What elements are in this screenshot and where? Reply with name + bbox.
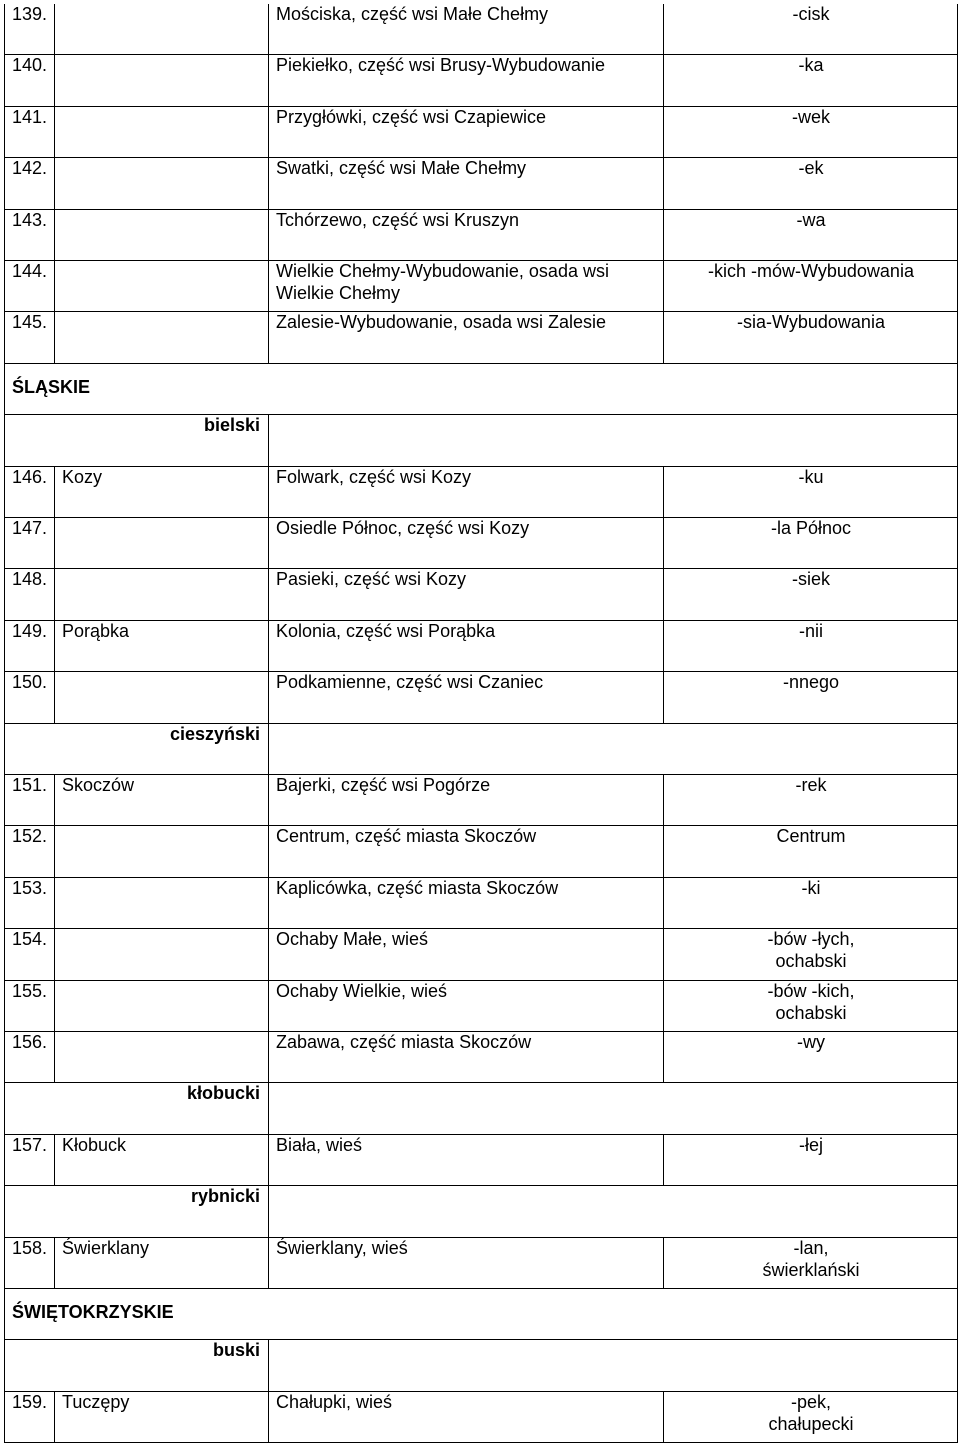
voivodeship-row bbox=[4, 1289, 958, 1340]
genitive-suffix: -siek bbox=[791, 569, 830, 590]
district-row bbox=[4, 1083, 958, 1134]
place-name: Biała, wieś bbox=[276, 1134, 363, 1155]
table-rule-vertical bbox=[4, 4, 5, 55]
table-rule-vertical bbox=[4, 826, 5, 877]
genitive-suffix: -nnego bbox=[782, 672, 840, 693]
table-rule-vertical bbox=[268, 107, 269, 158]
table-rule-vertical bbox=[268, 467, 269, 518]
table-rule-vertical bbox=[268, 775, 269, 826]
table-row bbox=[4, 672, 958, 723]
genitive-suffix: -bów -łych, bbox=[767, 929, 855, 950]
district-heading: kłobucki bbox=[186, 1083, 260, 1104]
district-row bbox=[4, 415, 958, 466]
table-rule-vertical bbox=[4, 775, 5, 826]
entry-number: 148. bbox=[12, 569, 48, 590]
table-rule-vertical bbox=[268, 672, 269, 723]
table-row bbox=[4, 1238, 958, 1289]
table-rule-vertical bbox=[54, 312, 55, 363]
genitive-suffix: -wa bbox=[796, 209, 826, 230]
place-name: Tchórzewo, część wsi Kruszyn bbox=[276, 209, 520, 230]
entry-number: 155. bbox=[12, 980, 48, 1001]
table-row bbox=[4, 107, 958, 158]
district-heading: bielski bbox=[203, 415, 260, 436]
entry-number: 157. bbox=[12, 1134, 48, 1155]
table-rule-vertical bbox=[4, 312, 5, 363]
place-name: Wielkie Chełmy-Wybudowanie, osada wsi bbox=[276, 261, 609, 281]
table-rule-vertical bbox=[268, 569, 269, 620]
table-rule-vertical bbox=[54, 775, 55, 826]
genitive-suffix: -sia-Wybudowania bbox=[737, 312, 885, 333]
table-row bbox=[4, 518, 958, 569]
table-rule-vertical bbox=[4, 1340, 5, 1391]
table-rule-vertical bbox=[268, 621, 269, 672]
table-row bbox=[4, 467, 958, 518]
table-row bbox=[4, 981, 958, 1032]
entry-number: 159. bbox=[12, 1391, 48, 1412]
table-rule-vertical bbox=[268, 210, 269, 261]
table-rule-vertical bbox=[54, 55, 55, 106]
place-name: Centrum, część miasta Skoczów bbox=[276, 826, 537, 847]
genitive-suffix: -wek bbox=[791, 106, 830, 127]
place-name: Kolonia, część wsi Porąbka bbox=[276, 620, 496, 641]
place-name-continued: Wielkie Chełmy bbox=[276, 283, 401, 303]
table-rule-vertical bbox=[268, 1135, 269, 1186]
table-rule-vertical bbox=[54, 518, 55, 569]
place-name: Podkamienne, część wsi Czaniec bbox=[276, 672, 544, 693]
entry-number: 143. bbox=[12, 209, 48, 230]
entry-number: 145. bbox=[12, 312, 48, 333]
table-rule-vertical bbox=[4, 1083, 5, 1134]
table-rule-vertical bbox=[54, 621, 55, 672]
district-heading: cieszyński bbox=[169, 723, 260, 744]
place-name: Chałupki, wieś bbox=[276, 1391, 393, 1412]
genitive-suffix: -pek, bbox=[790, 1391, 832, 1412]
table-rule-vertical bbox=[4, 55, 5, 106]
table-rule-vertical bbox=[54, 4, 55, 55]
genitive-suffix: Centrum bbox=[776, 826, 846, 847]
district-row bbox=[4, 1186, 958, 1237]
gmina-name: Skoczów bbox=[62, 775, 135, 795]
table-rule-vertical bbox=[268, 1340, 269, 1391]
table-rule-vertical bbox=[54, 569, 55, 620]
place-name: Swatki, część wsi Małe Chełmy bbox=[276, 158, 527, 179]
table-rule-vertical bbox=[4, 158, 5, 209]
entry-number: 139. bbox=[12, 4, 48, 24]
district-heading: buski bbox=[212, 1340, 260, 1361]
entry-number: 149. bbox=[12, 620, 48, 641]
table-rule-vertical bbox=[4, 364, 5, 415]
table-rule-vertical bbox=[54, 1238, 55, 1289]
genitive-suffix: -wy bbox=[797, 1032, 825, 1052]
table-rule-vertical bbox=[268, 826, 269, 877]
voivodeship-row bbox=[4, 364, 958, 415]
table-row bbox=[4, 1392, 958, 1443]
table-rule-vertical bbox=[268, 415, 269, 466]
entry-number: 142. bbox=[12, 158, 48, 179]
entry-number: 147. bbox=[12, 518, 48, 538]
table-rule-vertical bbox=[268, 1392, 269, 1443]
table-row bbox=[4, 1032, 958, 1083]
table-rule-vertical bbox=[4, 1186, 5, 1237]
table-rule-vertical bbox=[54, 261, 55, 312]
table-rule-vertical bbox=[4, 1032, 5, 1083]
table-rule-vertical bbox=[54, 1392, 55, 1443]
table-rule-vertical bbox=[4, 518, 5, 569]
table-rule-vertical bbox=[268, 55, 269, 106]
table-rule-vertical bbox=[957, 1289, 958, 1340]
table-rule-vertical bbox=[4, 210, 5, 261]
genitive-suffix: -la Północ bbox=[770, 518, 852, 538]
place-name: Mościska, część wsi Małe Chełmy bbox=[276, 4, 549, 24]
table-rule-vertical bbox=[268, 929, 269, 980]
table-row bbox=[4, 878, 958, 929]
table-rule-vertical bbox=[4, 1238, 5, 1289]
table-row bbox=[4, 775, 958, 826]
table-rule-vertical bbox=[268, 261, 269, 312]
table-rule-vertical bbox=[54, 467, 55, 518]
table-rule-vertical bbox=[268, 724, 269, 775]
table-rule-vertical bbox=[4, 621, 5, 672]
table-row bbox=[4, 261, 958, 312]
table-rule-horizontal bbox=[4, 1442, 958, 1443]
table-rule-vertical bbox=[54, 158, 55, 209]
table-rule-vertical bbox=[54, 1032, 55, 1083]
place-name: Świerklany, wieś bbox=[276, 1237, 408, 1258]
place-name: Bajerki, część wsi Pogórze bbox=[276, 775, 491, 795]
genitive-suffix: -ka bbox=[798, 55, 824, 76]
table-rule-vertical bbox=[4, 929, 5, 980]
table-rule-vertical bbox=[54, 878, 55, 929]
place-name: Osiedle Północ, część wsi Kozy bbox=[276, 518, 530, 538]
voivodeship-heading: ŚWIĘTOKRZYSKIE bbox=[12, 1302, 174, 1322]
table-rule-vertical bbox=[957, 724, 958, 775]
table-rule-vertical bbox=[268, 4, 269, 55]
entry-number: 151. bbox=[12, 775, 48, 795]
entry-number: 158. bbox=[12, 1237, 48, 1258]
table-rule-vertical bbox=[4, 1289, 5, 1340]
table-row bbox=[4, 158, 958, 209]
genitive-suffix: -ek bbox=[798, 158, 824, 179]
adjective-form: świerklański bbox=[762, 1259, 860, 1280]
table-rule-vertical bbox=[4, 1392, 5, 1443]
entry-number: 152. bbox=[12, 826, 48, 847]
genitive-suffix: -łej bbox=[798, 1134, 823, 1155]
adjective-form: ochabski bbox=[775, 951, 847, 972]
genitive-suffix: -ku bbox=[798, 466, 824, 487]
gmina-name: Kłobuck bbox=[62, 1134, 127, 1155]
table-rule-vertical bbox=[268, 518, 269, 569]
name-register-table bbox=[4, 4, 958, 1446]
district-row bbox=[4, 724, 958, 775]
genitive-suffix: -rek bbox=[795, 775, 827, 795]
entry-number: 141. bbox=[12, 106, 48, 127]
table-row bbox=[4, 929, 958, 980]
gmina-name: Kozy bbox=[62, 466, 103, 487]
table-rule-vertical bbox=[54, 1135, 55, 1186]
district-row bbox=[4, 1340, 958, 1391]
table-rule-vertical bbox=[4, 261, 5, 312]
place-name: Przygłówki, część wsi Czapiewice bbox=[276, 106, 547, 127]
table-rule-vertical bbox=[54, 210, 55, 261]
table-rule-vertical bbox=[268, 1083, 269, 1134]
gmina-name: Tuczępy bbox=[62, 1391, 130, 1412]
place-name: Zalesie-Wybudowanie, osada wsi Zalesie bbox=[276, 312, 606, 333]
adjective-form: chałupecki bbox=[768, 1413, 854, 1434]
table-rule-vertical bbox=[4, 569, 5, 620]
table-rule-vertical bbox=[4, 467, 5, 518]
table-rule-vertical bbox=[54, 672, 55, 723]
table-rule-vertical bbox=[268, 1238, 269, 1289]
place-name: Pasieki, część wsi Kozy bbox=[276, 569, 467, 590]
entry-number: 153. bbox=[12, 877, 48, 898]
table-row bbox=[4, 55, 958, 106]
entry-number: 144. bbox=[12, 261, 48, 281]
genitive-suffix: -lan, bbox=[793, 1237, 829, 1258]
table-rule-vertical bbox=[4, 878, 5, 929]
entry-number: 146. bbox=[12, 466, 48, 487]
table-rule-vertical bbox=[268, 312, 269, 363]
table-rule-vertical bbox=[4, 1135, 5, 1186]
place-name: Folwark, część wsi Kozy bbox=[276, 466, 472, 487]
table-rule-vertical bbox=[54, 107, 55, 158]
table-row bbox=[4, 210, 958, 261]
table-rule-vertical bbox=[957, 1083, 958, 1134]
table-rule-vertical bbox=[268, 158, 269, 209]
table-rule-vertical bbox=[957, 1340, 958, 1391]
table-rule-vertical bbox=[957, 1186, 958, 1237]
entry-number: 140. bbox=[12, 55, 48, 76]
table-rule-vertical bbox=[957, 415, 958, 466]
genitive-suffix: -nii bbox=[798, 620, 823, 641]
table-rule-vertical bbox=[4, 107, 5, 158]
table-row bbox=[4, 826, 958, 877]
place-name: Ochaby Małe, wieś bbox=[276, 929, 429, 950]
table-rule-vertical bbox=[4, 415, 5, 466]
place-name: Ochaby Wielkie, wieś bbox=[276, 980, 448, 1001]
entry-number: 156. bbox=[12, 1032, 48, 1052]
table-rule-vertical bbox=[268, 981, 269, 1032]
table-rule-vertical bbox=[268, 1186, 269, 1237]
table-rule-vertical bbox=[4, 724, 5, 775]
district-heading: rybnicki bbox=[190, 1186, 260, 1207]
entry-number: 154. bbox=[12, 929, 48, 950]
genitive-suffix: -bów -kich, bbox=[767, 980, 855, 1001]
genitive-suffix: -cisk bbox=[792, 4, 830, 24]
place-name: Kaplicówka, część miasta Skoczów bbox=[276, 877, 559, 898]
table-rule-vertical bbox=[54, 981, 55, 1032]
table-rule-vertical bbox=[4, 981, 5, 1032]
gmina-name: Świerklany bbox=[62, 1237, 150, 1258]
genitive-suffix: -ki bbox=[801, 877, 821, 898]
table-rule-vertical bbox=[54, 929, 55, 980]
gmina-name: Porąbka bbox=[62, 620, 130, 641]
table-rule-vertical bbox=[4, 672, 5, 723]
place-name: Zabawa, część miasta Skoczów bbox=[276, 1032, 532, 1052]
place-name: Piekiełko, część wsi Brusy-Wybudowanie bbox=[276, 55, 605, 76]
table-row bbox=[4, 312, 958, 363]
table-rule-vertical bbox=[268, 1032, 269, 1083]
table-rule-vertical bbox=[268, 878, 269, 929]
voivodeship-heading: ŚLĄSKIE bbox=[12, 376, 91, 397]
table-rule-vertical bbox=[54, 826, 55, 877]
table-row bbox=[4, 621, 958, 672]
table-rule-vertical bbox=[957, 364, 958, 415]
table-row bbox=[4, 4, 958, 55]
entry-number: 150. bbox=[12, 672, 48, 693]
adjective-form: ochabski bbox=[775, 1002, 847, 1023]
table-row bbox=[4, 569, 958, 620]
table-row bbox=[4, 1135, 958, 1186]
genitive-suffix: -kich -mów-Wybudowania bbox=[708, 261, 914, 281]
